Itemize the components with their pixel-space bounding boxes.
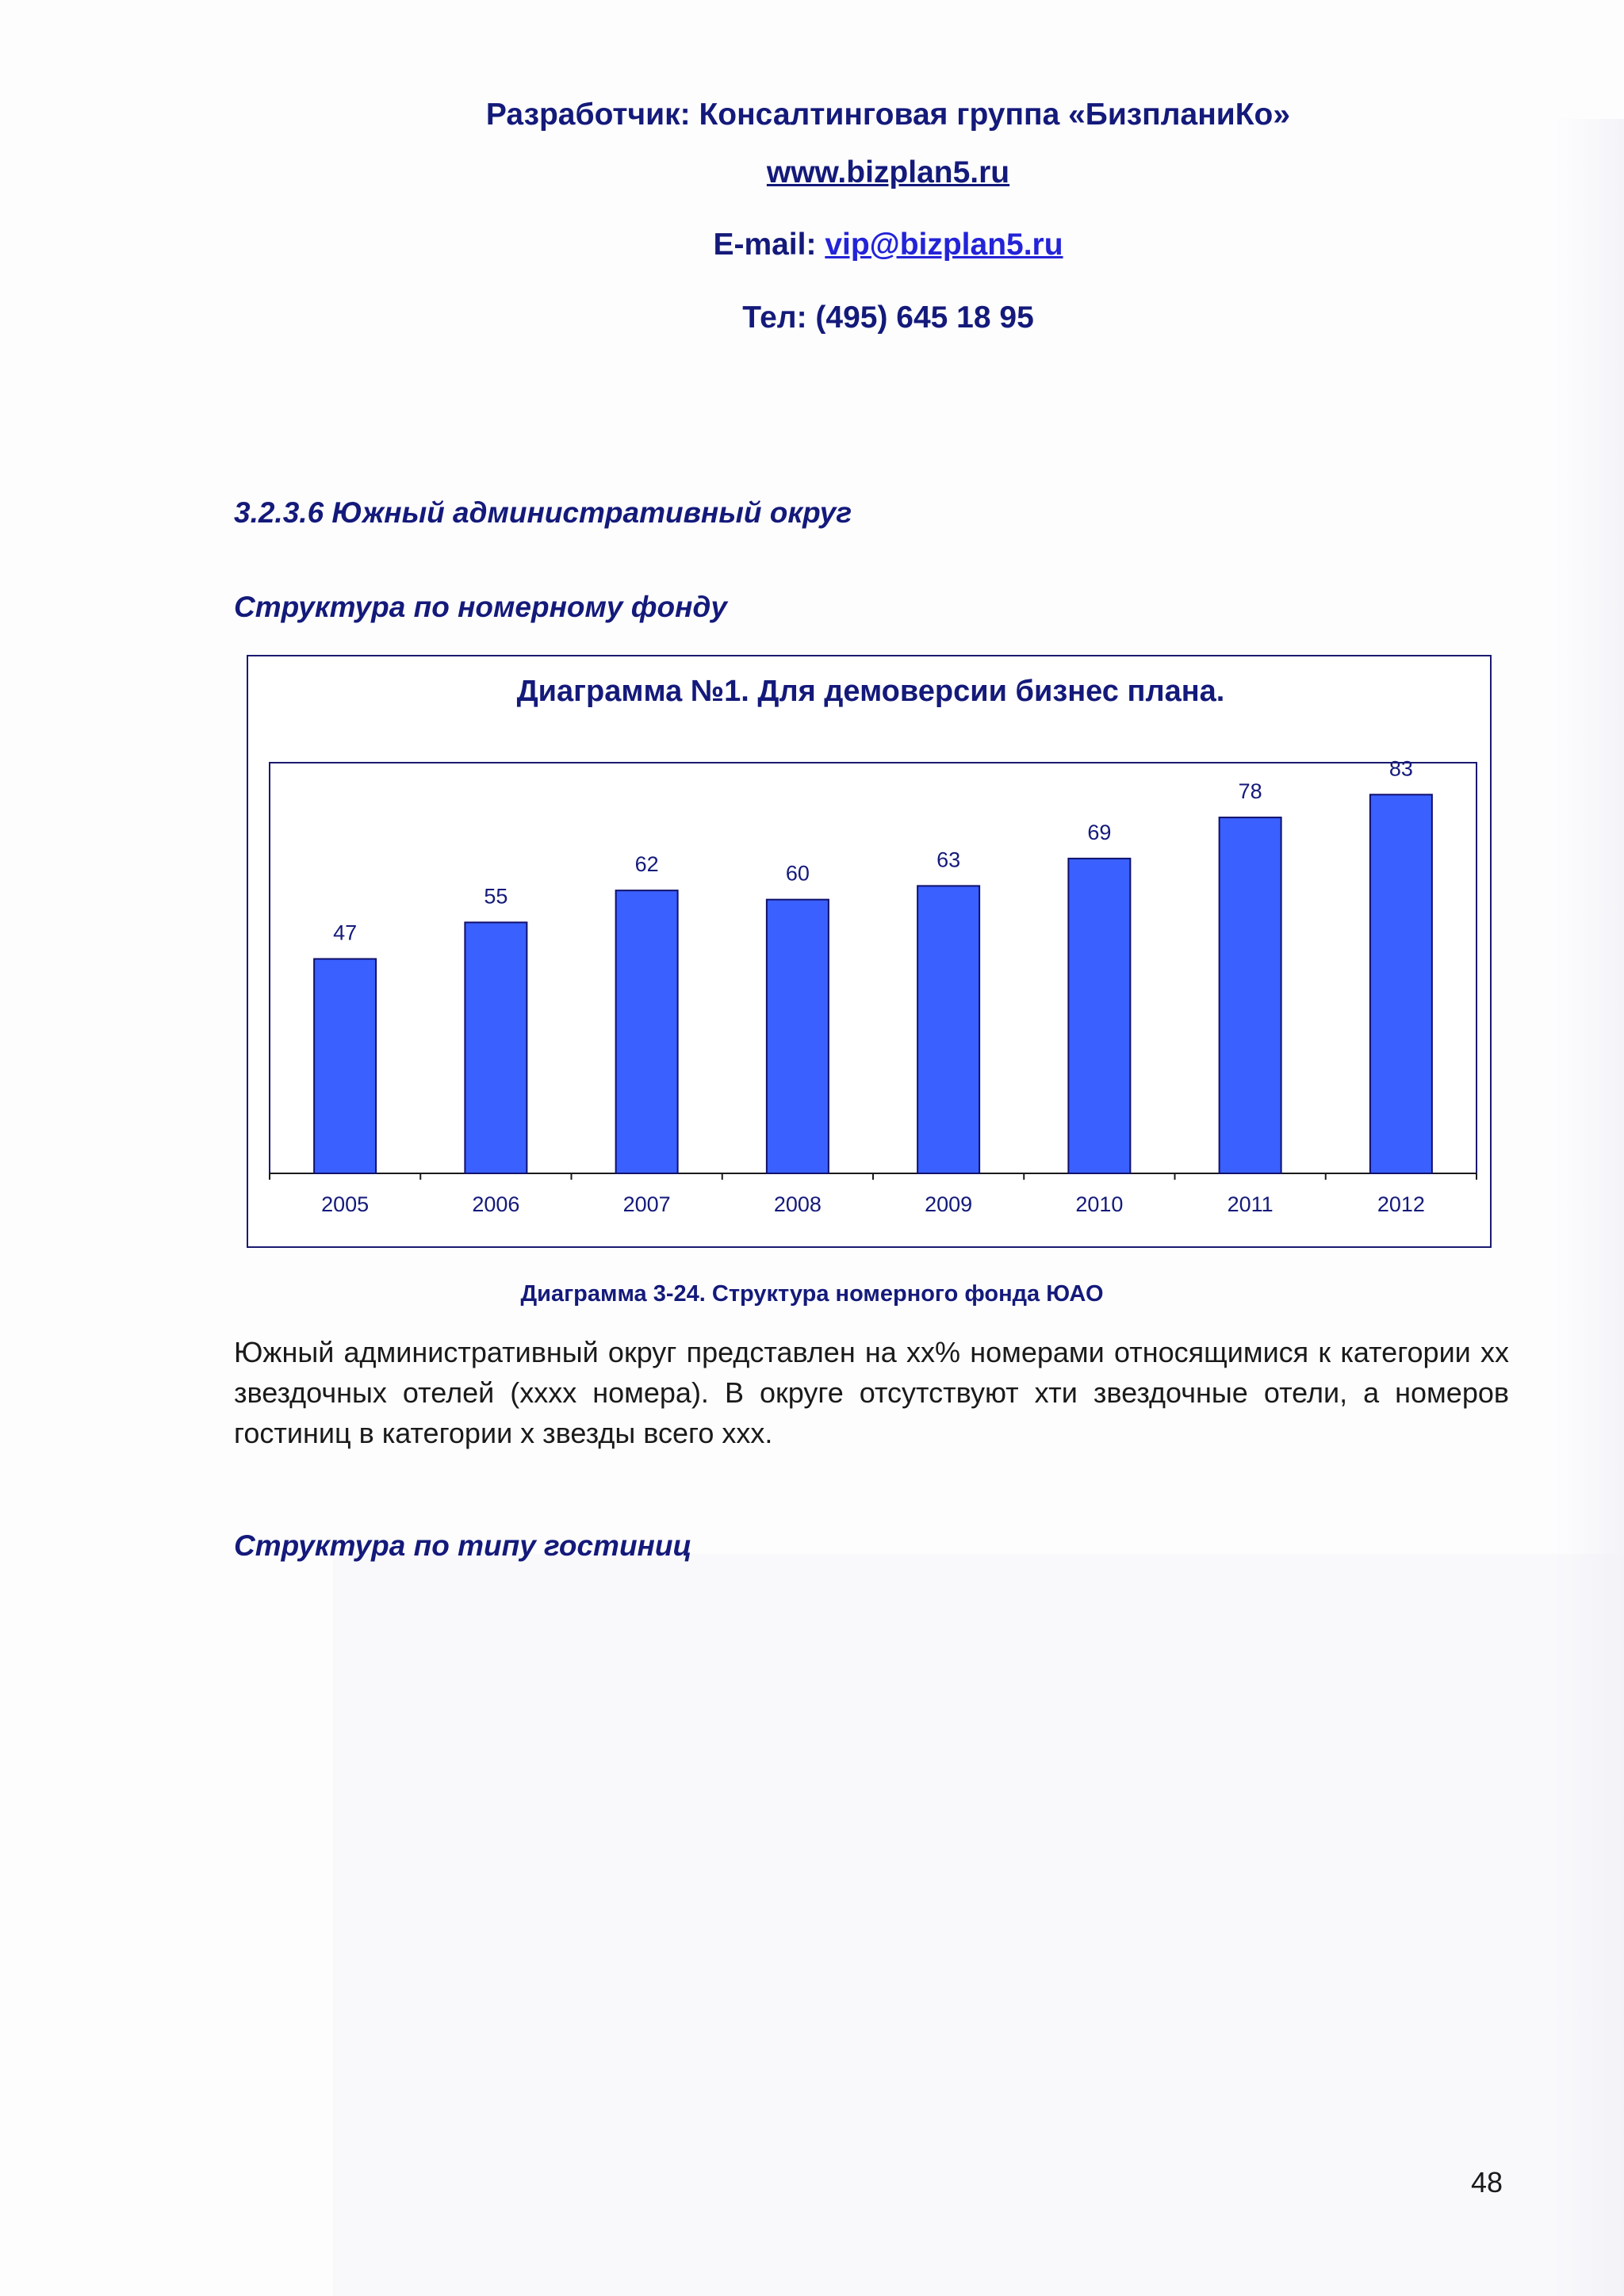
email-label: E-mail: <box>713 228 825 262</box>
data-label-2008: 60 <box>785 861 810 886</box>
website-link[interactable]: www.bizplan5.ru <box>766 155 1010 189</box>
data-label-2006: 55 <box>484 884 508 909</box>
background-shade <box>333 1554 1624 2296</box>
x-tick-label-2008: 2008 <box>773 1192 822 1216</box>
data-label-2007: 62 <box>634 852 659 877</box>
bar-2012 <box>1370 794 1432 1173</box>
phone-line: Тел: (495) 645 18 95 <box>742 300 1034 335</box>
background-shade-right <box>1554 119 1624 2296</box>
x-tick-label-2005: 2005 <box>321 1192 370 1216</box>
developer-line: Разработчик: Консалтинговая группа «БизпланиКо» <box>485 98 1291 132</box>
bar-2009 <box>917 886 979 1173</box>
page-number: 48 <box>1471 2166 1503 2198</box>
data-label-2012: 83 <box>1388 756 1413 781</box>
bar-2006 <box>465 922 527 1173</box>
subheading-room-structure: Структура по номерному фонду <box>234 591 727 623</box>
body-paragraph: Южный административный округ представлен на хх% номерами относящимися к категории хх звездочных отелей (хххх номера). В округе отсутствуют хти звездочные отели, а номеров гостиниц в категории х звезды всего ххх. <box>234 1336 1509 1449</box>
bar-2007 <box>616 890 678 1173</box>
data-label-2010: 69 <box>1087 820 1112 844</box>
bar-2011 <box>1220 817 1281 1173</box>
x-tick-label-2007: 2007 <box>622 1192 671 1216</box>
x-tick-label-2011: 2011 <box>1227 1192 1274 1216</box>
section-title: 3.2.3.6 Южный административный округ <box>234 496 852 529</box>
x-tick-label-2012: 2012 <box>1377 1192 1425 1216</box>
data-label-2009: 63 <box>936 848 961 872</box>
bar-2010 <box>1068 859 1130 1173</box>
x-tick-label-2006: 2006 <box>472 1192 520 1216</box>
bar-2008 <box>767 900 829 1173</box>
bar-chart <box>248 656 1493 1249</box>
chart-title: Диаграмма №1. Для демоверсии бизнес плана. <box>516 675 1225 708</box>
subheading-hotel-types: Структура по типу гостиниц <box>234 1529 692 1562</box>
bar-2005 <box>314 959 376 1173</box>
x-tick-label-2010: 2010 <box>1075 1192 1124 1216</box>
chart-caption: Диаграмма 3-24. Структура номерного фонда ЮАО <box>520 1281 1104 1307</box>
chart-container <box>247 655 1492 1248</box>
plot-area <box>270 763 1477 1173</box>
data-label-2005: 47 <box>333 920 358 945</box>
email-line <box>95 227 1624 263</box>
email-link[interactable]: vip@bizplan5.ru <box>825 228 1063 262</box>
website-link-line <box>95 155 1624 191</box>
x-tick-label-2009: 2009 <box>925 1192 973 1216</box>
data-label-2011: 78 <box>1238 779 1262 804</box>
